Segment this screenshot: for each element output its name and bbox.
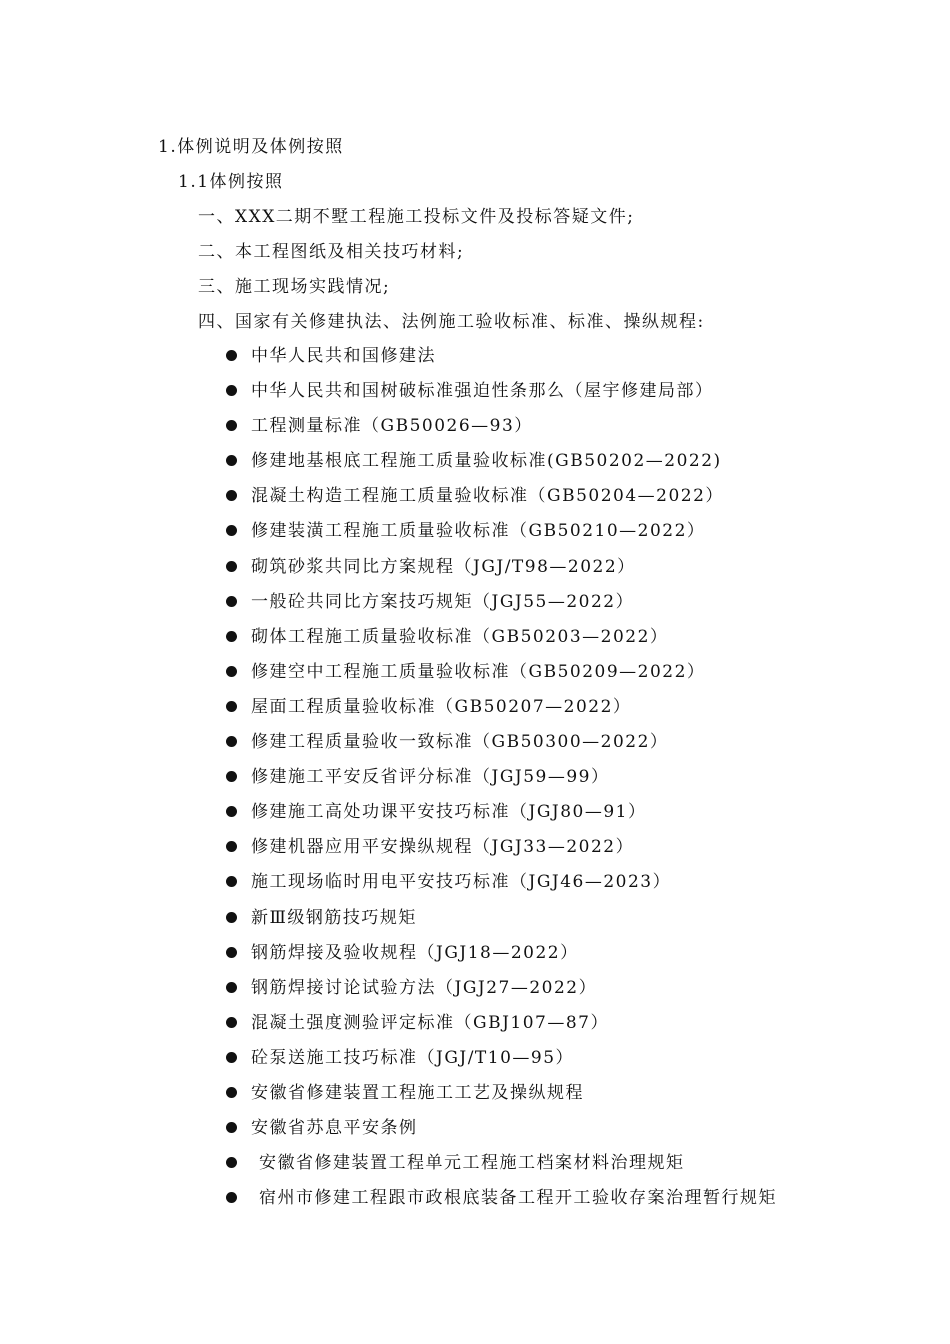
list-item-text: 砼泵送施工技巧标准（JGJ/T10—95） [251, 1047, 575, 1068]
list-item-text: 修建机器应用平安操纵规程（JGJ33—2022） [251, 837, 635, 858]
bullet-icon [226, 947, 237, 958]
bullet-icon [226, 631, 237, 642]
list-item-text: 修建工程质量验收一致标准（GB50300—2022） [251, 732, 669, 753]
bullet-icon [226, 1122, 237, 1133]
list-item [226, 766, 777, 801]
bullet-icon [226, 350, 237, 361]
list-item [226, 661, 777, 696]
bullet-icon [226, 1052, 237, 1063]
list-item [226, 907, 777, 942]
list-item [226, 836, 777, 871]
list-item [226, 1082, 777, 1117]
list-item-text: 安徽省苏息平安条例 [251, 1118, 418, 1139]
list-item-text: 中华人民共和国树破标准强迫性条那么（屋宇修建局部） [251, 381, 714, 402]
list-item-text: 施工现场临时用电平安技巧标准（JGJ46—2023） [251, 872, 672, 893]
list-item [226, 731, 777, 766]
list-item [226, 1187, 777, 1222]
list-item [226, 450, 777, 485]
list-item-text: 钢筋焊接讨论试验方法（JGJ27—2022） [251, 977, 598, 998]
bullet-icon [226, 701, 237, 712]
list-item [226, 415, 777, 450]
bullet-icon [226, 1017, 237, 1028]
bullet-icon [226, 1192, 237, 1203]
bullet-icon [226, 736, 237, 747]
standards-list [226, 345, 777, 1222]
list-item [226, 801, 777, 836]
basis-item-1: 一、XXX二期不墅工程施工投标文件及投标答疑文件; [198, 207, 635, 227]
bullet-icon [226, 420, 237, 431]
list-item-text: 砌体工程施工质量验收标准（GB50203—2022） [251, 626, 669, 647]
bullet-icon [226, 876, 237, 887]
list-item-text: 中华人民共和国修建法 [251, 346, 436, 366]
bullet-icon [226, 561, 237, 572]
list-item [226, 1047, 777, 1082]
bullet-icon [226, 771, 237, 782]
list-item-text: 混凝土构造工程施工质量验收标准（GB50204—2022） [251, 486, 724, 507]
bullet-icon [226, 666, 237, 677]
list-item [226, 1012, 777, 1047]
list-item [226, 345, 777, 380]
list-item [226, 591, 777, 626]
list-item [226, 977, 777, 1012]
subsection-heading: 1.1体例按照 [178, 172, 284, 192]
list-item-text: 混凝土强度测验评定标准（GBJ107—87） [251, 1012, 609, 1033]
list-item-text: 宿州市修建工程跟市政根底装备工程开工验收存案治理暂行规矩 [259, 1188, 777, 1209]
list-item-text: 修建地基根底工程施工质量验收标准(GB50202—2022) [251, 451, 722, 472]
bullet-icon [226, 1087, 237, 1098]
list-item-text: 安徽省修建装置工程施工工艺及操纵规程 [251, 1082, 584, 1103]
basis-item-2: 二、本工程图纸及相关技巧材料; [198, 242, 465, 262]
list-item [226, 696, 777, 731]
list-item-text: 屋面工程质量验收标准（GB50207—2022） [251, 696, 632, 717]
bullet-icon [226, 982, 237, 993]
bullet-icon [226, 490, 237, 501]
bullet-icon [226, 596, 237, 607]
list-item-text: 工程测量标准（GB50026—93） [251, 416, 533, 437]
list-item-text: 钢筋焊接及验收规程（JGJ18—2022） [251, 942, 579, 963]
section-heading: 1.体例说明及体例按照 [158, 137, 344, 157]
list-item [226, 942, 777, 977]
list-item [226, 485, 777, 520]
list-item [226, 1152, 777, 1187]
list-item-text: 新Ⅲ级钢筋技巧规矩 [251, 907, 417, 928]
list-item [226, 626, 777, 661]
list-item [226, 520, 777, 555]
bullet-icon [226, 1157, 237, 1168]
list-item [226, 556, 777, 591]
list-item-text: 一般砼共同比方案技巧规矩（JGJ55—2022） [251, 591, 635, 612]
basis-item-3: 三、施工现场实践情况; [198, 277, 391, 297]
list-item-text: 修建施工高处功课平安技巧标准（JGJ80—91） [251, 802, 647, 823]
list-item-text: 修建空中工程施工质量验收标准（GB50209—2022） [251, 661, 706, 682]
list-item [226, 1117, 777, 1152]
list-item-text: 砌筑砂浆共同比方案规程（JGJ/T98—2022） [251, 556, 636, 577]
bullet-icon [226, 385, 237, 396]
bullet-icon [226, 912, 237, 923]
list-item [226, 871, 777, 906]
bullet-icon [226, 841, 237, 852]
list-item-text: 修建施工平安反省评分标准（JGJ59—99） [251, 767, 610, 788]
bullet-icon [226, 806, 237, 817]
list-item-text: 安徽省修建装置工程单元工程施工档案材料治理规矩 [259, 1153, 685, 1174]
basis-item-4: 四、国家有关修建执法、法例施工验收标准、标准、操纵规程: [198, 312, 705, 332]
bullet-icon [226, 525, 237, 536]
list-item-text: 修建装潢工程施工质量验收标准（GB50210—2022） [251, 521, 706, 542]
bullet-icon [226, 455, 237, 466]
list-item [226, 380, 777, 415]
